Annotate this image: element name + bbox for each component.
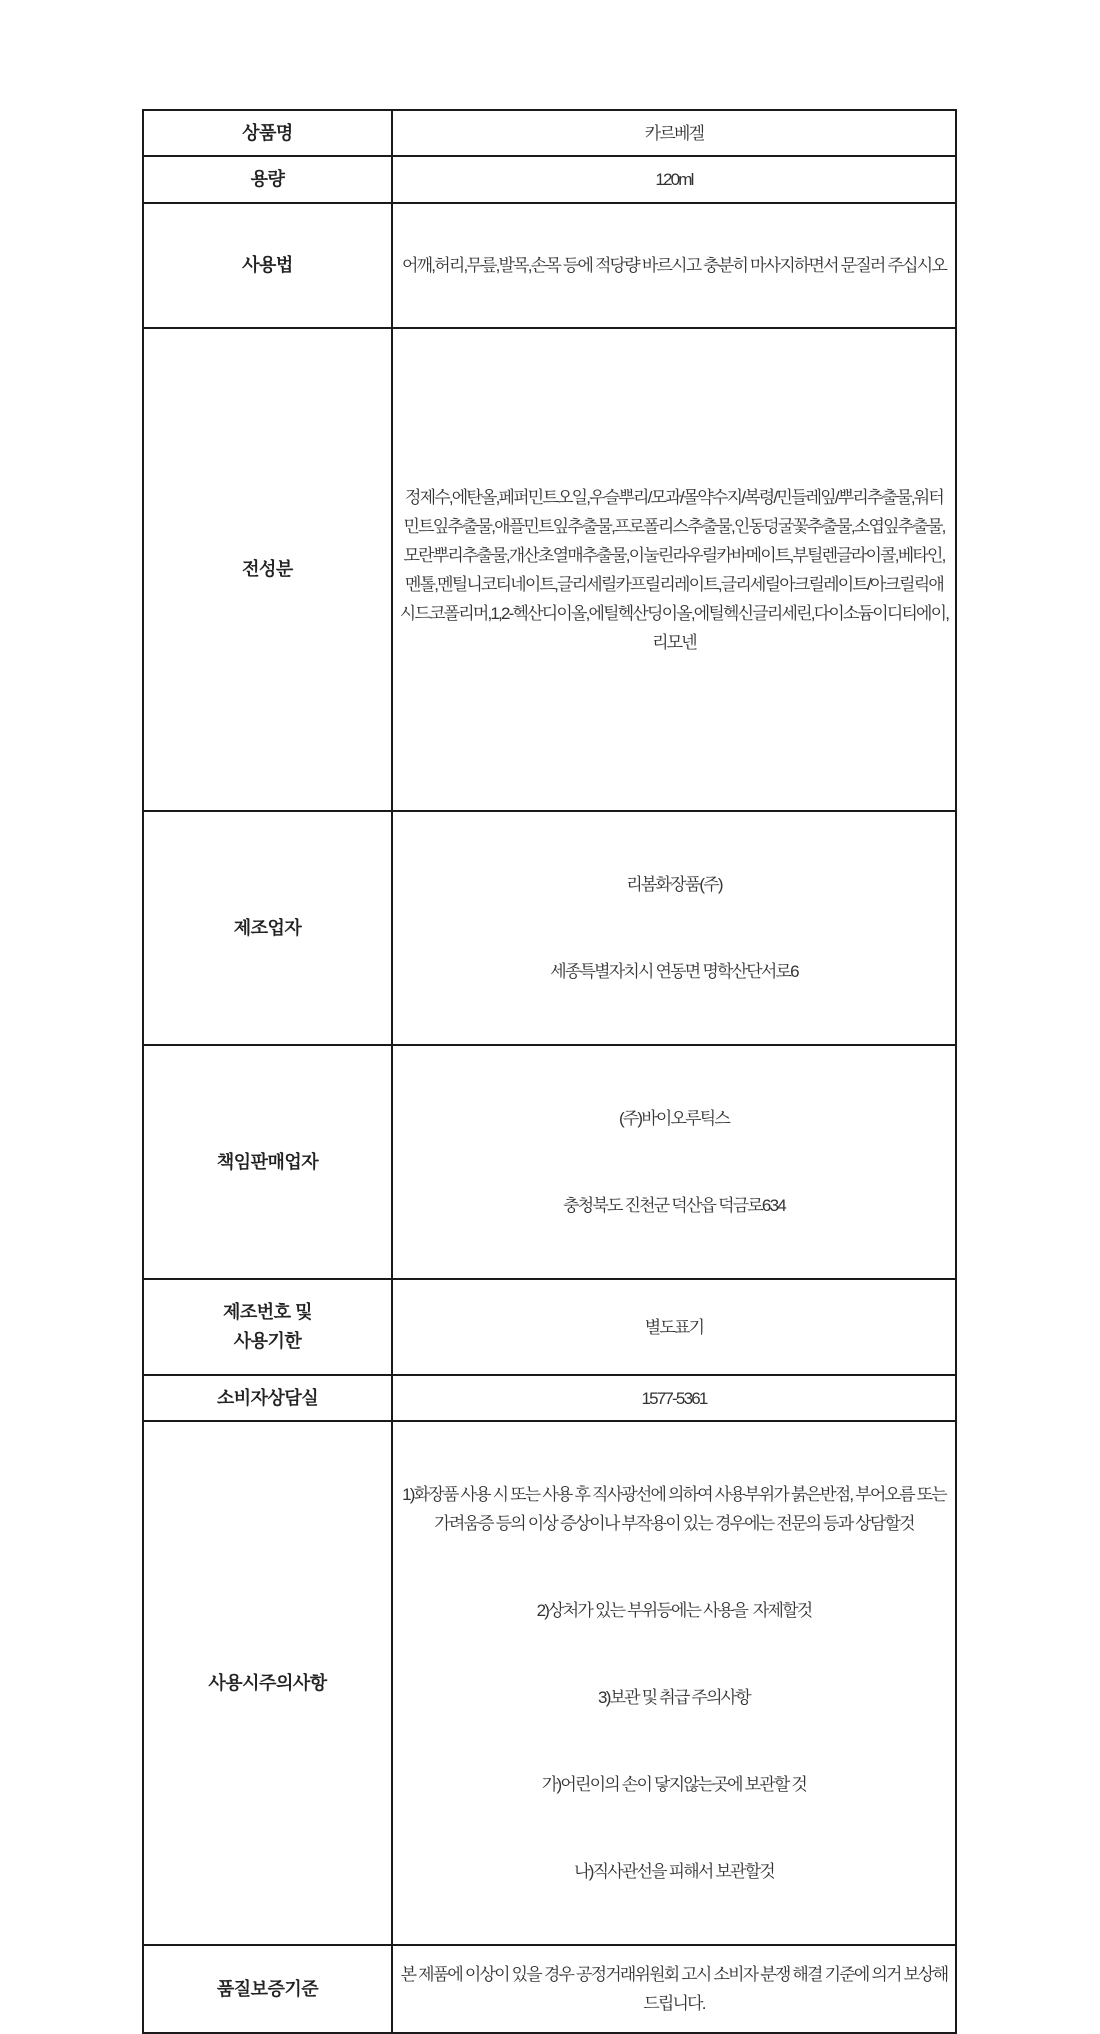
value-precautions xyxy=(392,1421,956,1945)
value-quality-guarantee: 본 제품에 이상이 있을 경우 공정거래위원회 고시 소비자 분쟁 해결 기준에 의거 보상해드립니다. xyxy=(392,1945,956,2033)
distributor-name: (주)바이오루틱스 xyxy=(618,1109,730,1128)
value-volume: 120ml xyxy=(392,156,956,203)
label-quality-guarantee: 품질보증기준 xyxy=(143,1945,392,2033)
distributor-address: 충청북도 진천군 덕산읍 덕금로634 xyxy=(563,1196,785,1215)
row-usage xyxy=(143,203,956,328)
row-manufacturer xyxy=(143,811,956,1045)
label-lot-expiry-line-1: 제조번호 및 xyxy=(223,1302,312,1322)
row-volume xyxy=(143,156,956,203)
precaution-item: 가)어린이의 손이 닿지않는곳에 보관할 것 xyxy=(541,1775,807,1794)
product-info-table xyxy=(142,109,957,2034)
label-precautions: 사용시주의사항 xyxy=(143,1421,392,1945)
label-manufacturer: 제조업자 xyxy=(143,811,392,1045)
value-usage: 어깨,허리,무릎,발목,손목 등에 적당량 바르시고 충분히 마사지하면서 문질러 주십시오 xyxy=(392,203,956,328)
label-consumer-center: 소비자상담실 xyxy=(143,1375,392,1421)
value-ingredients: 정제수,에탄올,페퍼민트오일,우슬뿌리/모과/몰약수지/복령/민들레잎/뿌리추출물,워터민트잎추출물,애플민트잎추출물,프로폴리스추출물,인동덩굴꽃추출물,소엽잎추출물,모란뿌리추출물,개산초열매추출물,이눌린라우릴카바메이트,부틸렌글라이콜,베타인,멘톨,멘틸니코티네이트,글리세릴카프릴리레이트,글리세릴아크릴레이트/아크릴릭애시드코폴리머,1,2-헥산디이올,에틸헥산딩이올,에틸헥신글리세린,다이소듐이디티에이,리모넨 xyxy=(392,328,956,811)
precaution-item: 2)상처가 있는 부위등에는 사용을 자제할것 xyxy=(536,1601,812,1620)
label-ingredients: 전성분 xyxy=(143,328,392,811)
manufacturer-address: 세종특별자치시 연동면 명학산단서로6 xyxy=(550,962,798,981)
label-lot-expiry xyxy=(143,1279,392,1375)
row-product-name xyxy=(143,110,956,156)
value-product-name: 카르베겔 xyxy=(392,110,956,156)
row-precautions xyxy=(143,1421,956,1945)
row-ingredients xyxy=(143,328,956,811)
row-consumer-center xyxy=(143,1375,956,1421)
value-consumer-center: 1577-5361 xyxy=(392,1375,956,1421)
value-manufacturer xyxy=(392,811,956,1045)
manufacturer-name: 리봄화장품(주) xyxy=(626,875,722,894)
precaution-item: 1)화장품 사용 시 또는 사용 후 직사광선에 의하여 사용부위가 붉은반점, 부어오름 또는 가려움증 등의 이상 증상이나 부작용이 있는 경우에는 전문의 등과 상담할것 xyxy=(402,1485,949,1533)
precaution-item: 3)보관 및 취급 주의사항 xyxy=(598,1688,750,1707)
row-quality-guarantee xyxy=(143,1945,956,2033)
row-lot-expiry xyxy=(143,1279,956,1375)
value-distributor xyxy=(392,1045,956,1279)
value-lot-expiry: 별도표기 xyxy=(392,1279,956,1375)
row-distributor xyxy=(143,1045,956,1279)
label-usage: 사용법 xyxy=(143,203,392,328)
label-distributor: 책임판매업자 xyxy=(143,1045,392,1279)
label-volume: 용량 xyxy=(143,156,392,203)
label-lot-expiry-line-2: 사용기한 xyxy=(233,1331,302,1351)
precaution-item: 나)직사관선을 피해서 보관할것 xyxy=(574,1862,774,1881)
label-product-name: 상품명 xyxy=(143,110,392,156)
